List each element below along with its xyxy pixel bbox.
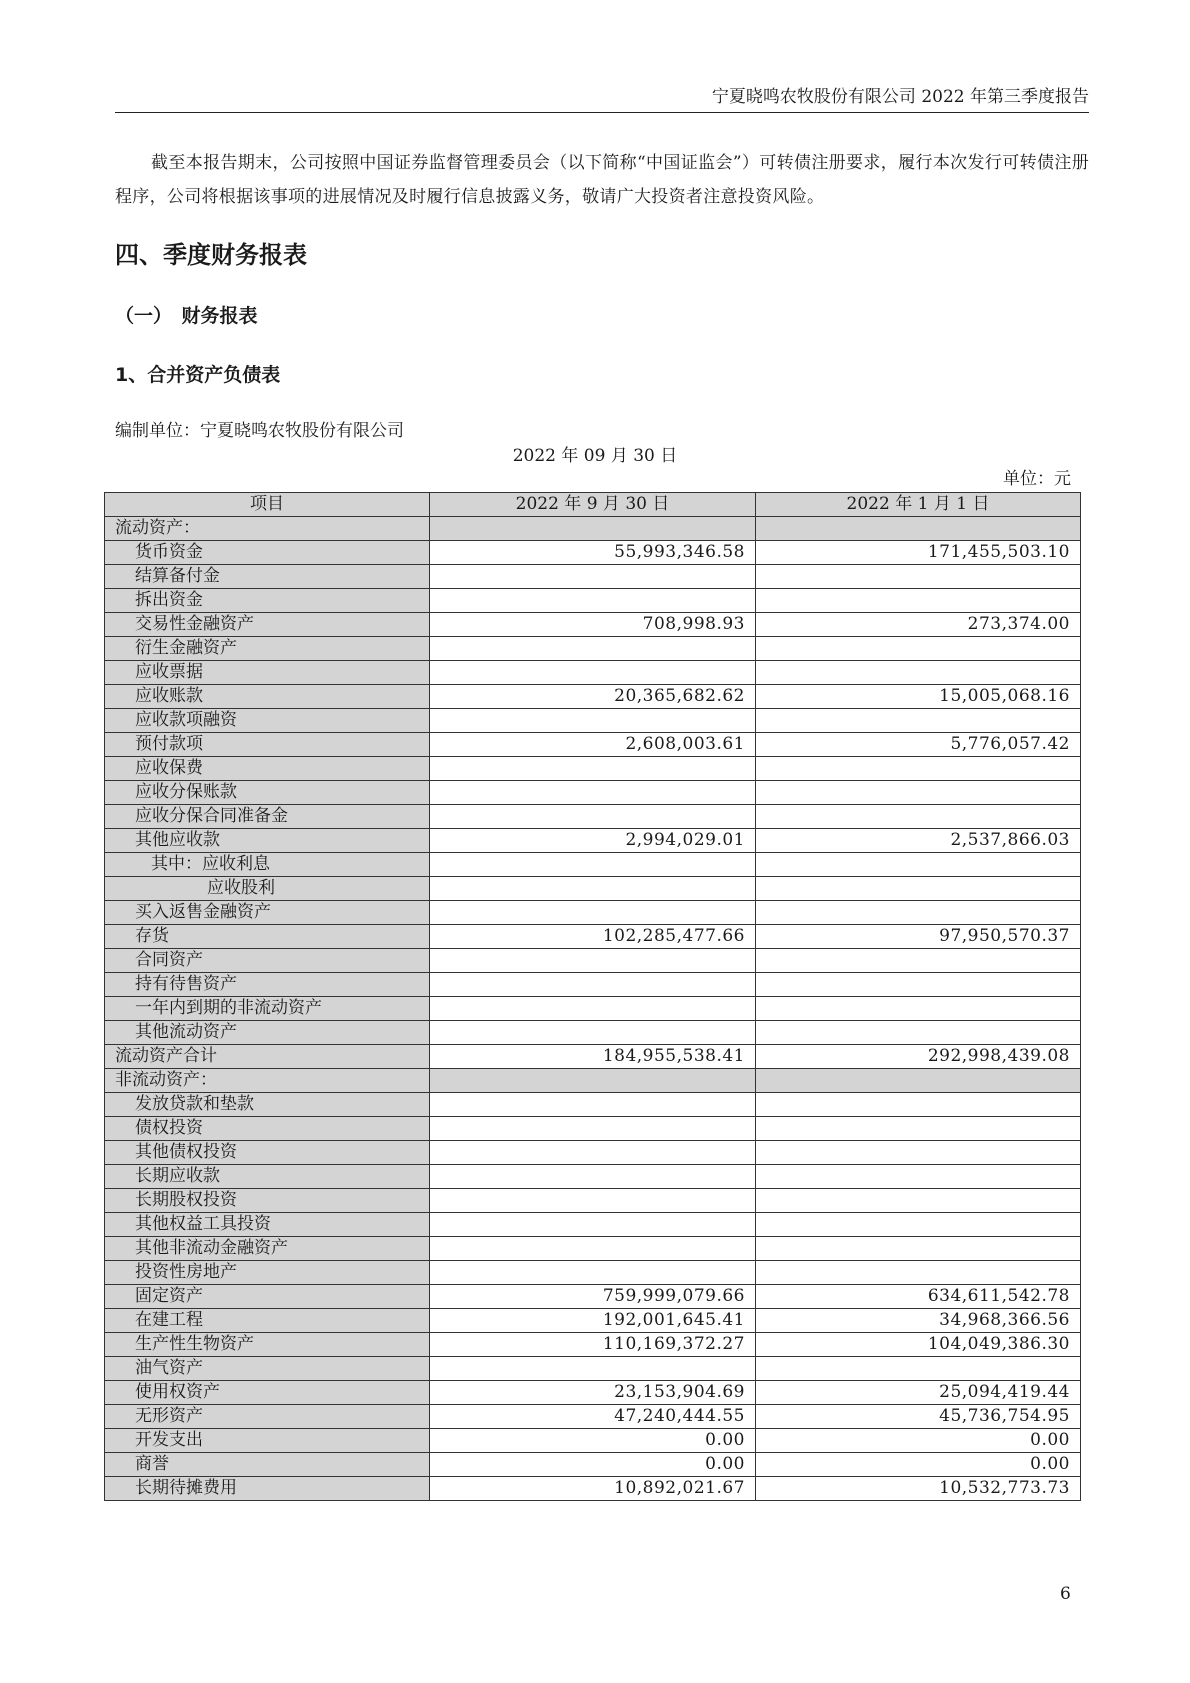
value-period-start xyxy=(756,565,1081,589)
value-period-start xyxy=(756,853,1081,877)
row-label: 使用权资产 xyxy=(105,1381,430,1405)
table-row xyxy=(105,589,1081,613)
value-period-start: 45,736,754.95 xyxy=(756,1405,1081,1429)
table-row xyxy=(105,1453,1081,1477)
table-row xyxy=(105,973,1081,997)
row-label: 应收款项融资 xyxy=(105,709,430,733)
table-row xyxy=(105,1333,1081,1357)
row-label: 应收票据 xyxy=(105,661,430,685)
balance-sheet-table xyxy=(104,492,1081,1501)
value-period-start xyxy=(756,589,1081,613)
row-label: 合同资产 xyxy=(105,949,430,973)
row-label: 流动资产合计 xyxy=(105,1045,430,1069)
row-label: 其他权益工具投资 xyxy=(105,1213,430,1237)
value-period-end: 2,608,003.61 xyxy=(430,733,756,757)
row-label: 衍生金融资产 xyxy=(105,637,430,661)
value-period-end xyxy=(430,589,756,613)
row-label: 流动资产： xyxy=(105,517,430,541)
row-label: 应收股利 xyxy=(105,877,430,901)
value-period-end xyxy=(430,1213,756,1237)
table-row xyxy=(105,1141,1081,1165)
value-period-start xyxy=(756,1189,1081,1213)
section-title: 四、季度财务报表 xyxy=(115,241,307,269)
table-row xyxy=(105,901,1081,925)
value-period-start: 25,094,419.44 xyxy=(756,1381,1081,1405)
header-period-start: 2022 年 1 月 1 日 xyxy=(756,493,1081,517)
row-label: 其中：应收利息 xyxy=(105,853,430,877)
value-period-end xyxy=(430,1165,756,1189)
value-period-start: 634,611,542.78 xyxy=(756,1285,1081,1309)
report-date: 2022 年 09 月 30 日 xyxy=(512,446,678,466)
value-period-start xyxy=(756,949,1081,973)
value-period-start: 273,374.00 xyxy=(756,613,1081,637)
table-row xyxy=(105,661,1081,685)
value-period-end xyxy=(430,949,756,973)
table-row xyxy=(105,1189,1081,1213)
row-label: 发放贷款和垫款 xyxy=(105,1093,430,1117)
value-period-end xyxy=(430,973,756,997)
row-label: 预付款项 xyxy=(105,733,430,757)
row-label: 无形资产 xyxy=(105,1405,430,1429)
table-row xyxy=(105,1405,1081,1429)
table-row xyxy=(105,757,1081,781)
value-period-start: 10,532,773.73 xyxy=(756,1477,1081,1501)
row-label: 应收保费 xyxy=(105,757,430,781)
value-period-start xyxy=(756,517,1081,541)
row-label: 其他非流动金融资产 xyxy=(105,1237,430,1261)
value-period-start xyxy=(756,877,1081,901)
value-period-end xyxy=(430,517,756,541)
value-period-start xyxy=(756,1093,1081,1117)
value-period-end: 102,285,477.66 xyxy=(430,925,756,949)
value-period-end: 2,994,029.01 xyxy=(430,829,756,853)
row-label: 应收分保合同准备金 xyxy=(105,805,430,829)
value-period-end: 23,153,904.69 xyxy=(430,1381,756,1405)
value-period-start xyxy=(756,781,1081,805)
table-row xyxy=(105,1237,1081,1261)
value-period-end: 0.00 xyxy=(430,1453,756,1477)
value-period-start xyxy=(756,901,1081,925)
value-period-end: 10,892,021.67 xyxy=(430,1477,756,1501)
value-period-end xyxy=(430,709,756,733)
table-row xyxy=(105,1117,1081,1141)
value-period-start: 171,455,503.10 xyxy=(756,541,1081,565)
table-row xyxy=(105,1213,1081,1237)
value-period-start xyxy=(756,1165,1081,1189)
compiler-line: 编制单位：宁夏晓鸣农牧股份有限公司 xyxy=(115,421,404,441)
value-period-end xyxy=(430,1261,756,1285)
value-period-end xyxy=(430,1237,756,1261)
table-row xyxy=(105,949,1081,973)
value-period-start xyxy=(756,1237,1081,1261)
table-row xyxy=(105,709,1081,733)
value-period-start: 34,968,366.56 xyxy=(756,1309,1081,1333)
value-period-end: 110,169,372.27 xyxy=(430,1333,756,1357)
value-period-end xyxy=(430,637,756,661)
value-period-end: 759,999,079.66 xyxy=(430,1285,756,1309)
value-period-end xyxy=(430,805,756,829)
value-period-start: 97,950,570.37 xyxy=(756,925,1081,949)
row-label: 油气资产 xyxy=(105,1357,430,1381)
table-row xyxy=(105,1165,1081,1189)
value-period-start xyxy=(756,709,1081,733)
value-period-end: 184,955,538.41 xyxy=(430,1045,756,1069)
row-label: 生产性生物资产 xyxy=(105,1333,430,1357)
table-row xyxy=(105,517,1081,541)
table-row xyxy=(105,733,1081,757)
table-row xyxy=(105,1477,1081,1501)
report-header: 宁夏晓鸣农牧股份有限公司 2022 年第三季度报告 xyxy=(711,87,1089,107)
table-row xyxy=(105,1021,1081,1045)
row-label: 投资性房地产 xyxy=(105,1261,430,1285)
row-label: 长期待摊费用 xyxy=(105,1477,430,1501)
table-row xyxy=(105,685,1081,709)
value-period-end xyxy=(430,757,756,781)
value-period-end: 47,240,444.55 xyxy=(430,1405,756,1429)
value-period-start xyxy=(756,661,1081,685)
value-period-start xyxy=(756,805,1081,829)
table-row xyxy=(105,1093,1081,1117)
table-row xyxy=(105,805,1081,829)
table-row xyxy=(105,637,1081,661)
table-row xyxy=(105,1357,1081,1381)
value-period-start: 15,005,068.16 xyxy=(756,685,1081,709)
value-period-start xyxy=(756,1213,1081,1237)
subsection-title: （一） 财务报表 xyxy=(115,305,258,327)
value-period-end: 0.00 xyxy=(430,1429,756,1453)
value-period-end xyxy=(430,877,756,901)
row-label: 固定资产 xyxy=(105,1285,430,1309)
row-label: 买入返售金融资产 xyxy=(105,901,430,925)
row-label: 应收账款 xyxy=(105,685,430,709)
value-period-start: 292,998,439.08 xyxy=(756,1045,1081,1069)
table-row xyxy=(105,877,1081,901)
row-label: 货币资金 xyxy=(105,541,430,565)
row-label: 长期股权投资 xyxy=(105,1189,430,1213)
table-row xyxy=(105,829,1081,853)
value-period-end xyxy=(430,1093,756,1117)
table-row xyxy=(105,1381,1081,1405)
value-period-start xyxy=(756,1021,1081,1045)
value-period-start xyxy=(756,757,1081,781)
table-row xyxy=(105,1261,1081,1285)
table-row xyxy=(105,613,1081,637)
table-row xyxy=(105,1069,1081,1093)
value-period-end xyxy=(430,1141,756,1165)
header-item: 项目 xyxy=(105,493,430,517)
row-label: 长期应收款 xyxy=(105,1165,430,1189)
value-period-start: 5,776,057.42 xyxy=(756,733,1081,757)
value-period-start: 104,049,386.30 xyxy=(756,1333,1081,1357)
row-label: 非流动资产： xyxy=(105,1069,430,1093)
table-row xyxy=(105,1045,1081,1069)
row-label: 拆出资金 xyxy=(105,589,430,613)
row-label: 其他流动资产 xyxy=(105,1021,430,1045)
page-number: 6 xyxy=(1060,1584,1071,1604)
value-period-start xyxy=(756,1117,1081,1141)
value-period-start xyxy=(756,973,1081,997)
row-label: 持有待售资产 xyxy=(105,973,430,997)
header-divider xyxy=(115,112,1089,113)
table-row xyxy=(105,565,1081,589)
row-label: 开发支出 xyxy=(105,1429,430,1453)
table-row xyxy=(105,781,1081,805)
value-period-end xyxy=(430,1357,756,1381)
table-row xyxy=(105,541,1081,565)
row-label: 商誉 xyxy=(105,1453,430,1477)
header-period-end: 2022 年 9 月 30 日 xyxy=(430,493,756,517)
row-label: 交易性金融资产 xyxy=(105,613,430,637)
table-header-row xyxy=(105,493,1081,517)
value-period-start xyxy=(756,997,1081,1021)
value-period-start: 0.00 xyxy=(756,1453,1081,1477)
value-period-start xyxy=(756,1357,1081,1381)
value-period-end xyxy=(430,1069,756,1093)
table-title: 1、合并资产负债表 xyxy=(115,364,281,386)
value-period-end xyxy=(430,1189,756,1213)
value-period-end xyxy=(430,781,756,805)
value-period-start xyxy=(756,1069,1081,1093)
value-period-end xyxy=(430,1021,756,1045)
table-row xyxy=(105,1309,1081,1333)
table-row xyxy=(105,997,1081,1021)
value-period-end xyxy=(430,1117,756,1141)
value-period-end: 20,365,682.62 xyxy=(430,685,756,709)
value-period-start xyxy=(756,637,1081,661)
row-label: 其他债权投资 xyxy=(105,1141,430,1165)
currency-unit: 单位：元 xyxy=(1003,469,1071,489)
row-label: 结算备付金 xyxy=(105,565,430,589)
row-label: 应收分保账款 xyxy=(105,781,430,805)
value-period-end xyxy=(430,997,756,1021)
row-label: 存货 xyxy=(105,925,430,949)
table-row xyxy=(105,925,1081,949)
value-period-end xyxy=(430,901,756,925)
row-label: 在建工程 xyxy=(105,1309,430,1333)
value-period-end xyxy=(430,661,756,685)
value-period-start: 2,537,866.03 xyxy=(756,829,1081,853)
value-period-end: 55,993,346.58 xyxy=(430,541,756,565)
table-row xyxy=(105,1429,1081,1453)
row-label: 其他应收款 xyxy=(105,829,430,853)
value-period-end xyxy=(430,565,756,589)
value-period-start: 0.00 xyxy=(756,1429,1081,1453)
value-period-end: 708,998.93 xyxy=(430,613,756,637)
value-period-start xyxy=(756,1261,1081,1285)
value-period-start xyxy=(756,1141,1081,1165)
value-period-end xyxy=(430,853,756,877)
intro-paragraph: 截至本报告期末，公司按照中国证券监督管理委员会（以下简称“中国证监会”）可转债注册要求，履行本次发行可转债注册程序，公司将根据该事项的进展情况及时履行信息披露义务，敬请广大投资者注意投资风险。 xyxy=(115,153,1089,207)
row-label: 债权投资 xyxy=(105,1117,430,1141)
row-label: 一年内到期的非流动资产 xyxy=(105,997,430,1021)
value-period-end: 192,001,645.41 xyxy=(430,1309,756,1333)
table-row xyxy=(105,853,1081,877)
table-row xyxy=(105,1285,1081,1309)
